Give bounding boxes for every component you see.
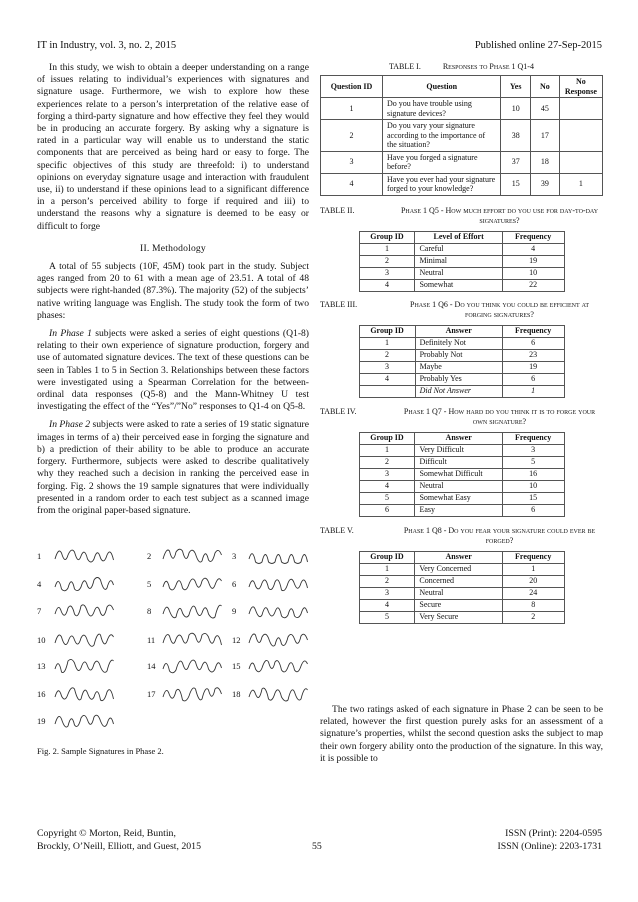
table-cell: Definitely Not	[415, 337, 502, 349]
signature-number: 7	[37, 606, 42, 616]
table-cell: 45	[530, 98, 559, 120]
table-cell: 5	[359, 611, 415, 623]
table-cell: 3	[321, 151, 383, 173]
table-cell: 15	[502, 492, 564, 504]
table-cell: 2	[359, 349, 415, 361]
table-cell: 4	[359, 279, 415, 291]
signature-number: 12	[232, 635, 241, 645]
table-cell: Careful	[415, 243, 502, 255]
table-cell: Have you forged a signature before?	[383, 151, 501, 173]
table-cell: 19	[502, 361, 564, 373]
signature-image	[161, 683, 223, 705]
signature-number: 9	[232, 606, 237, 616]
table-row	[321, 120, 603, 152]
table-cell: 10	[501, 98, 530, 120]
table3-label: TABLE III.	[320, 299, 358, 309]
header-row	[359, 231, 564, 243]
table-cell: 18	[530, 151, 559, 173]
signature-number: 2	[147, 551, 152, 561]
table-row	[359, 575, 564, 587]
page-number: 55	[312, 841, 322, 852]
table-cell	[359, 385, 415, 397]
table-cell: 22	[502, 279, 564, 291]
table-cell: Neutral	[415, 587, 502, 599]
signature-number: 10	[37, 635, 46, 645]
table-cell: 1	[359, 563, 415, 575]
table-cell: Neutral	[415, 267, 502, 279]
signature-figure	[37, 545, 319, 735]
column-header: Yes	[501, 76, 530, 98]
left-column	[37, 62, 309, 517]
column-header: Answer	[415, 551, 502, 563]
table-cell: Neutral	[415, 480, 502, 492]
signature-number: 6	[232, 579, 237, 589]
signature-number: 15	[232, 661, 241, 671]
signature-number: 19	[37, 716, 46, 726]
column-header: Group ID	[359, 325, 415, 337]
running-header-right: Published online 27-Sep-2015	[474, 40, 602, 51]
table-cell: 1	[502, 385, 564, 397]
table-cell	[559, 98, 602, 120]
table-cell: Somewhat Difficult	[415, 468, 502, 480]
table-cell: 4	[321, 173, 383, 195]
table-row	[321, 173, 603, 195]
table1-label: TABLE I.	[389, 62, 421, 71]
column-header: Frequency	[502, 432, 564, 444]
signature-image	[53, 710, 115, 732]
table-4	[359, 432, 565, 517]
table-cell: Difficult	[415, 456, 502, 468]
table1-title: Responses to Phase 1 Q1-4	[442, 62, 534, 71]
signature-image	[53, 573, 115, 595]
signature-number: 8	[147, 606, 152, 616]
table-cell: Very Secure	[415, 611, 502, 623]
table-cell: 2	[359, 456, 415, 468]
table4-title: Phase 1 Q7 - How hard do you think it is to forge your own signature?	[403, 406, 596, 426]
table-3	[359, 325, 565, 398]
footer-right	[498, 827, 603, 853]
table-cell: Minimal	[415, 255, 502, 267]
table-row	[321, 151, 603, 173]
header-row	[321, 76, 603, 98]
table-row	[359, 599, 564, 611]
section-title-methodology: II. Methodology	[140, 242, 206, 254]
column-header: Group ID	[359, 231, 415, 243]
signature-image	[247, 655, 309, 677]
table-cell: 4	[359, 373, 415, 385]
table-cell: 20	[502, 575, 564, 587]
signature-image	[53, 600, 115, 622]
table-cell: 10	[502, 267, 564, 279]
table-cell: Easy	[415, 504, 502, 516]
table-cell: 24	[502, 587, 564, 599]
column-header: Answer	[415, 432, 502, 444]
table-cell: 19	[502, 255, 564, 267]
signature-image	[161, 600, 223, 622]
table3-title: Phase 1 Q6 - Do you think you could be efficient at forging signatures?	[410, 299, 589, 319]
table-cell: 15	[501, 173, 530, 195]
signature-number: 4	[37, 579, 42, 589]
right-paragraph-text: The two ratings asked of each signature in Phase 2 can be seen to be related, however the first question purely asks for an assessment of a signature’s properties, whilst the second question asks the subject to map their own forgery ability onto the production of the signature. In this way, it is possible to	[320, 704, 603, 764]
table-row	[359, 480, 564, 492]
table-cell: 39	[530, 173, 559, 195]
table-row	[359, 468, 564, 480]
table-2	[359, 231, 565, 292]
signature-image	[247, 683, 309, 705]
table-cell: 2	[359, 575, 415, 587]
table-5	[359, 551, 565, 624]
phase2-paragraph	[37, 419, 309, 517]
table-cell: 2	[502, 611, 564, 623]
table-cell: Very Concerned	[415, 563, 502, 575]
signature-number: 11	[147, 635, 156, 645]
table-row	[359, 611, 564, 623]
table-cell: Did Not Answer	[415, 385, 502, 397]
table4-label: TABLE IV.	[320, 406, 357, 416]
signature-number: 5	[147, 579, 152, 589]
table-cell: 3	[359, 361, 415, 373]
table-cell: 5	[359, 492, 415, 504]
table5-title: Phase 1 Q8 - Do you fear your signature could ever be forged?	[403, 525, 596, 545]
table-row	[359, 504, 564, 516]
column-header: Frequency	[502, 231, 564, 243]
signature-image	[247, 573, 309, 595]
phase1-paragraph	[37, 328, 309, 413]
table-cell: 1	[359, 337, 415, 349]
running-header-left: IT in Industry, vol. 3, no. 2, 2015	[37, 40, 177, 51]
table5-label: TABLE V.	[320, 525, 354, 535]
table-cell: Maybe	[415, 361, 502, 373]
table3-caption	[320, 300, 603, 320]
table-cell: 2	[359, 255, 415, 267]
table-cell: 6	[502, 504, 564, 516]
header-row	[359, 432, 564, 444]
phase1-text: subjects were asked a series of eight questions (Q1-8) relating to their own experience of signature production, forgery and use of automated signature devices. The text of these questions can be seen in Tables 1 to 5 in Section 3. Relationships between these factors were investigated using a Spearman Correlation for the between-ordinal data responses (Q5-8) and the Mann-Whitney U test investigating the effect of the “Yes”/”No” responses to Q1-4 on Q5-8.	[37, 328, 310, 413]
signature-image	[53, 655, 115, 677]
table-cell: 1	[359, 243, 415, 255]
signature-image	[161, 573, 223, 595]
table-cell: 6	[502, 373, 564, 385]
table-cell	[559, 120, 602, 152]
table-row	[359, 349, 564, 361]
column-header: Question ID	[321, 76, 383, 98]
phase1-lead: In Phase 1	[49, 328, 92, 340]
table-cell: 38	[501, 120, 530, 152]
table-cell: 6	[502, 337, 564, 349]
signature-number: 14	[147, 661, 156, 671]
table-row	[359, 385, 564, 397]
column-header: Frequency	[502, 551, 564, 563]
intro-paragraph: In this study, we wish to obtain a deeper understanding on a range of issues relating to individual’s experiences with signatures and signature usage. Furthermore, we wish to explore how these experiences relate to a person’s interpretation of the relative ease of forging a third-party signature and how effective they feel they would be in producing an accurate forgery. By asking why a signature is rated in a particular way will enable us to understand the static components that are perceived as being hard or easy to forge. The specific objectives of this study are threefold: i) to understand opinions on everyday signature usage and interaction with fraudulent use, ii) to understand if these opinions lead to a significant difference in a person’s perceived ability to forge if required and iii) to understand the reasons why a signature is deemed to be easy or difficult to forge	[37, 62, 309, 232]
table4-caption	[320, 407, 603, 427]
table-cell: Very Difficult	[415, 444, 502, 456]
header-row	[359, 325, 564, 337]
table2-caption	[320, 206, 603, 226]
table-row	[359, 587, 564, 599]
table-cell: Somewhat	[415, 279, 502, 291]
table-cell: 4	[502, 243, 564, 255]
footer-left	[37, 827, 201, 853]
column-header: No	[530, 76, 559, 98]
table-cell: Probably Not	[415, 349, 502, 361]
table-cell	[559, 151, 602, 173]
footer-authors: Brockly, O’Neill, Elliott, and Guest, 2015	[37, 841, 201, 852]
table-cell: Secure	[415, 599, 502, 611]
signature-number: 1	[37, 551, 42, 561]
table-cell: 3	[359, 468, 415, 480]
table5-caption	[320, 526, 603, 546]
table-cell: 3	[359, 267, 415, 279]
signature-number: 18	[232, 689, 241, 699]
table-row	[359, 243, 564, 255]
methodology-paragraph-1: A total of 55 subjects (10F, 45M) took part in the study. Subject ages ranged from 20 to 61 with a mean age of 23.51. A total of 48 subjects were right-handed (87.3%). The majority (52) of the subjects’ native writing language was English. The study took the form of two phases:	[37, 261, 309, 321]
table-cell: 3	[359, 587, 415, 599]
header-row	[359, 551, 564, 563]
phase2-text: subjects were asked to rate a series of 19 static signature images in terms of a) their perceived ease in forging the signature and b) a prediction of their ability to be able to produce an accurate forgery. Furthermore, subjects were asked to describe qualitatively why they reached such a decision in ranking the perceived ease in forging. Fig. 2 shows the 19 sample signatures that were individually presented in a random order to each test subject as a scanned image from the original paper-based signature.	[37, 419, 310, 516]
signature-image	[161, 545, 223, 567]
table-cell: Do you vary your signature according to the importance of the situation?	[383, 120, 501, 152]
table-row	[359, 492, 564, 504]
table-cell: 6	[359, 504, 415, 516]
table-row	[359, 373, 564, 385]
column-header: Group ID	[359, 432, 415, 444]
column-header: Level of Effort	[415, 231, 502, 243]
table2-label: TABLE II.	[320, 205, 355, 215]
table-cell: 16	[502, 468, 564, 480]
table-cell: Have you ever had your signature forged to your knowledge?	[383, 173, 501, 195]
right-paragraph	[320, 704, 603, 765]
table-cell: 1	[321, 98, 383, 120]
table-cell: 10	[502, 480, 564, 492]
right-column	[320, 62, 603, 624]
table-row	[359, 279, 564, 291]
column-header: Answer	[415, 325, 502, 337]
signature-number: 16	[37, 689, 46, 699]
signature-image	[247, 545, 309, 567]
table-cell: Concerned	[415, 575, 502, 587]
table1-caption	[320, 62, 603, 72]
table-cell: 23	[502, 349, 564, 361]
table-1	[320, 75, 603, 196]
table-row	[359, 456, 564, 468]
column-header: Question	[383, 76, 501, 98]
table-row	[359, 444, 564, 456]
column-header: No Response	[559, 76, 602, 98]
table-cell: 1	[559, 173, 602, 195]
signature-image	[53, 683, 115, 705]
table-cell: 1	[502, 563, 564, 575]
table-cell: 37	[501, 151, 530, 173]
table-cell: 4	[359, 480, 415, 492]
table-row	[359, 255, 564, 267]
signature-image	[247, 600, 309, 622]
figure-caption: Fig. 2. Sample Signatures in Phase 2.	[37, 746, 164, 756]
table-row	[321, 98, 603, 120]
issn-print: ISSN (Print): 2204-0595	[505, 828, 602, 839]
table-row	[359, 267, 564, 279]
table-cell: 4	[359, 599, 415, 611]
table-row	[359, 563, 564, 575]
table2-title: Phase 1 Q5 - How much effort do you use for day-to-day signatures?	[400, 205, 599, 225]
table-row	[359, 337, 564, 349]
table-row	[359, 361, 564, 373]
signature-number: 17	[147, 689, 156, 699]
table-cell: Do you have trouble using signature devices?	[383, 98, 501, 120]
table-cell: 17	[530, 120, 559, 152]
signature-image	[53, 629, 115, 651]
signature-number: 3	[232, 551, 237, 561]
signature-number: 13	[37, 661, 46, 671]
table-cell: 2	[321, 120, 383, 152]
footer-copyright: Copyright © Morton, Reid, Buntin,	[37, 828, 176, 839]
table-cell: 1	[359, 444, 415, 456]
signature-image	[161, 629, 223, 651]
table-cell: 5	[502, 456, 564, 468]
column-header: Frequency	[502, 325, 564, 337]
column-header: Group ID	[359, 551, 415, 563]
table-cell: Somewhat Easy	[415, 492, 502, 504]
table-cell: 8	[502, 599, 564, 611]
table-cell: Probably Yes	[415, 373, 502, 385]
issn-online: ISSN (Online): 2203-1731	[497, 841, 602, 852]
table-cell: 3	[502, 444, 564, 456]
signature-image	[161, 655, 223, 677]
phase2-lead: In Phase 2	[49, 419, 91, 431]
signature-image	[53, 545, 115, 567]
signature-image	[247, 629, 309, 651]
